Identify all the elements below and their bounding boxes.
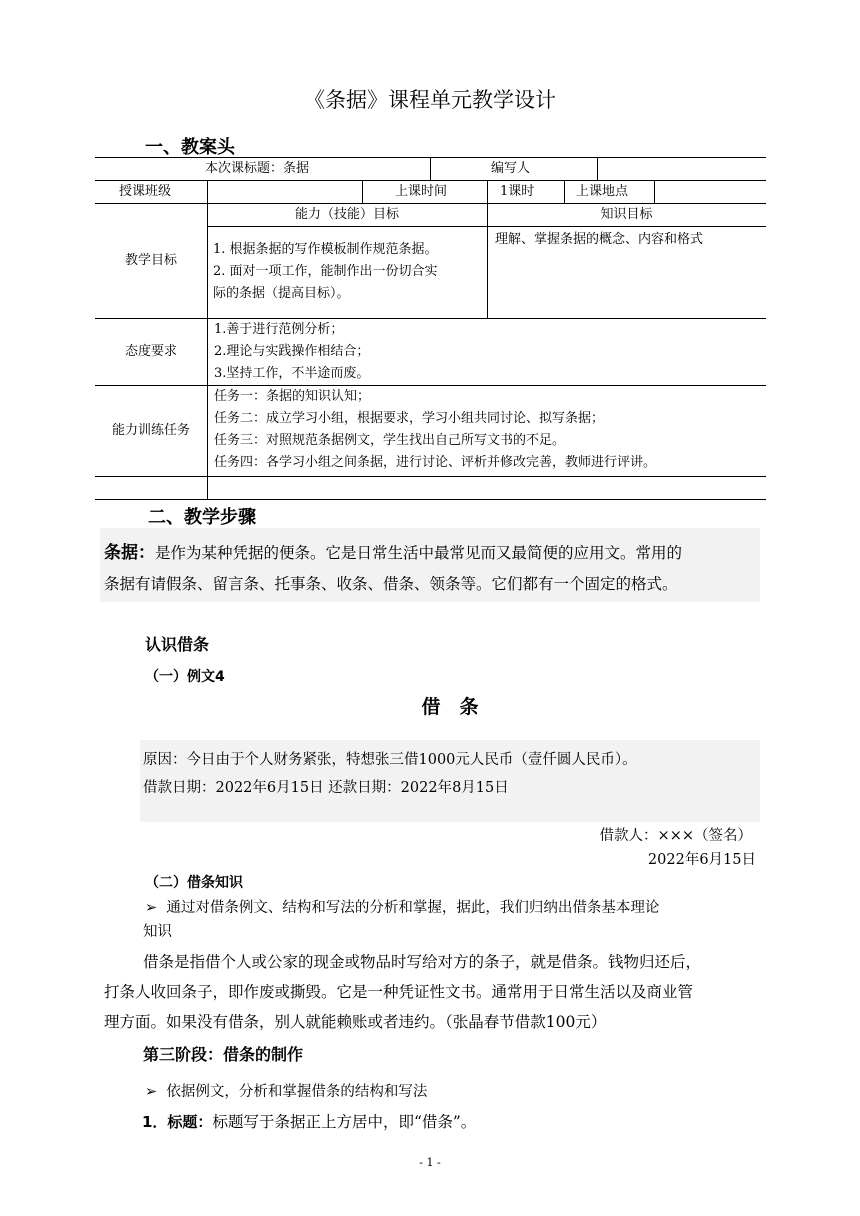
- section-heading-lesson-header: 一、教案头: [145, 137, 235, 158]
- page-number: - 1 -: [419, 1156, 441, 1169]
- author-label: 编写人: [491, 161, 531, 176]
- bullet-text-2: 依据例文，分析和掌握借条的结构和写法: [166, 1084, 428, 1100]
- attitude-item-2: 2.理论与实践操作相结合；: [214, 344, 370, 359]
- ability-header: 能力（技能）目标: [294, 207, 399, 222]
- bullet-text-1: 通过对借条例文、结构和写法的分析和掌握，据此，我们归纳出借条基本理论: [166, 900, 660, 916]
- knowledge-heading: （二）借条知识: [145, 875, 243, 891]
- attitude-item-3: 3.坚持工作，不半途而废。: [214, 366, 370, 381]
- point-1-label: 1．标题：: [142, 1113, 213, 1131]
- recognize-heading: 认识借条: [145, 635, 210, 654]
- definition-line-1: [104, 538, 682, 563]
- paragraph-line-1: 借条是指借个人或公家的现金或物品时写给对方的条子，就是借条。钱物归还后，: [143, 953, 702, 971]
- place-label: 上课地点: [576, 184, 629, 199]
- bullet-line-2: [145, 1080, 427, 1101]
- task-item-3: 任务三：对照规范条据例文，学生找出自己所写文书的不足。: [214, 433, 566, 448]
- task-item-4: 任务四：各学习小组之间条据，进行讨论、评析并修改完善，教师进行评讲。: [214, 455, 657, 470]
- example-line-1: 原因：今日由于个人财务紧张，特想张三借1000元人民币（壹仟圆人民币）。: [143, 752, 637, 768]
- attitude-label: 态度要求: [124, 344, 177, 359]
- sign-date: 2022年6月15日: [647, 852, 756, 868]
- bullet-line-1: [145, 896, 659, 917]
- ability-item-2: 2. 面对一项工作，能制作出一份切合实: [213, 264, 438, 279]
- point-1-text: 标题写于条据正上方居中，即“借条”。: [212, 1113, 477, 1131]
- paragraph-line-3: 理方面。如果没有借条，别人就能赖账或者违约。（张晶春节借款100元）: [104, 1013, 607, 1031]
- paragraph-line-2: 打条人收回条子，即作废或撕毁。它是一种凭证性文书。通常用于日常生活以及商业管: [104, 983, 694, 1001]
- tasks-label: 能力训练任务: [111, 423, 190, 438]
- hours-value: 1课时: [500, 184, 535, 199]
- attitude-item-1: 1.善于进行范例分析；: [214, 322, 344, 337]
- section-heading-teaching-steps: 二、教学步骤: [148, 507, 256, 528]
- bullet-arrow-icon: ➢: [145, 900, 158, 916]
- example-title: 借 条: [421, 696, 479, 718]
- class-label: 授课班级: [119, 184, 172, 199]
- bullet-line-1-cont: 知识: [143, 924, 172, 940]
- document-title: 《条据》课程单元教学设计: [304, 88, 556, 112]
- knowledge-text: 理解、掌握条据的概念、内容和格式: [495, 232, 704, 247]
- definition-term: 条据：: [104, 543, 155, 563]
- example-heading: （一）例文4: [145, 669, 225, 685]
- task-item-1: 任务一：条据的知识认知；: [214, 389, 371, 404]
- stage3-heading: 第三阶段：借条的制作: [143, 1045, 304, 1064]
- topic-label: 本次课标题：条据: [205, 161, 310, 176]
- objectives-label: 教学目标: [124, 253, 177, 268]
- task-item-2: 任务二：成立学习小组，根据要求，学习小组共同讨论、拟写条据；: [214, 411, 605, 426]
- definition-text-1: 是作为某种凭据的便条。它是日常生活中最常见而又最简便的应用文。常用的: [155, 544, 683, 562]
- ability-item-3: 际的条据（提高目标）。: [213, 286, 350, 301]
- bullet-arrow-icon: ➢: [145, 1084, 158, 1100]
- example-line-2: 借款日期：2022年6月15日 还款日期：2022年8月15日: [143, 780, 509, 796]
- ability-item-1: 1. 根据条据的写作模板制作规范条据。: [213, 242, 438, 257]
- borrower-signature: 借款人：×××（签名）: [599, 828, 752, 844]
- knowledge-header: 知识目标: [600, 207, 653, 222]
- point-1: [142, 1110, 476, 1132]
- definition-line-2: 条据有请假条、留言条、托事条、收条、借条、领条等。它们都有一个固定的格式。: [104, 575, 678, 593]
- time-label: 上课时间: [395, 184, 448, 199]
